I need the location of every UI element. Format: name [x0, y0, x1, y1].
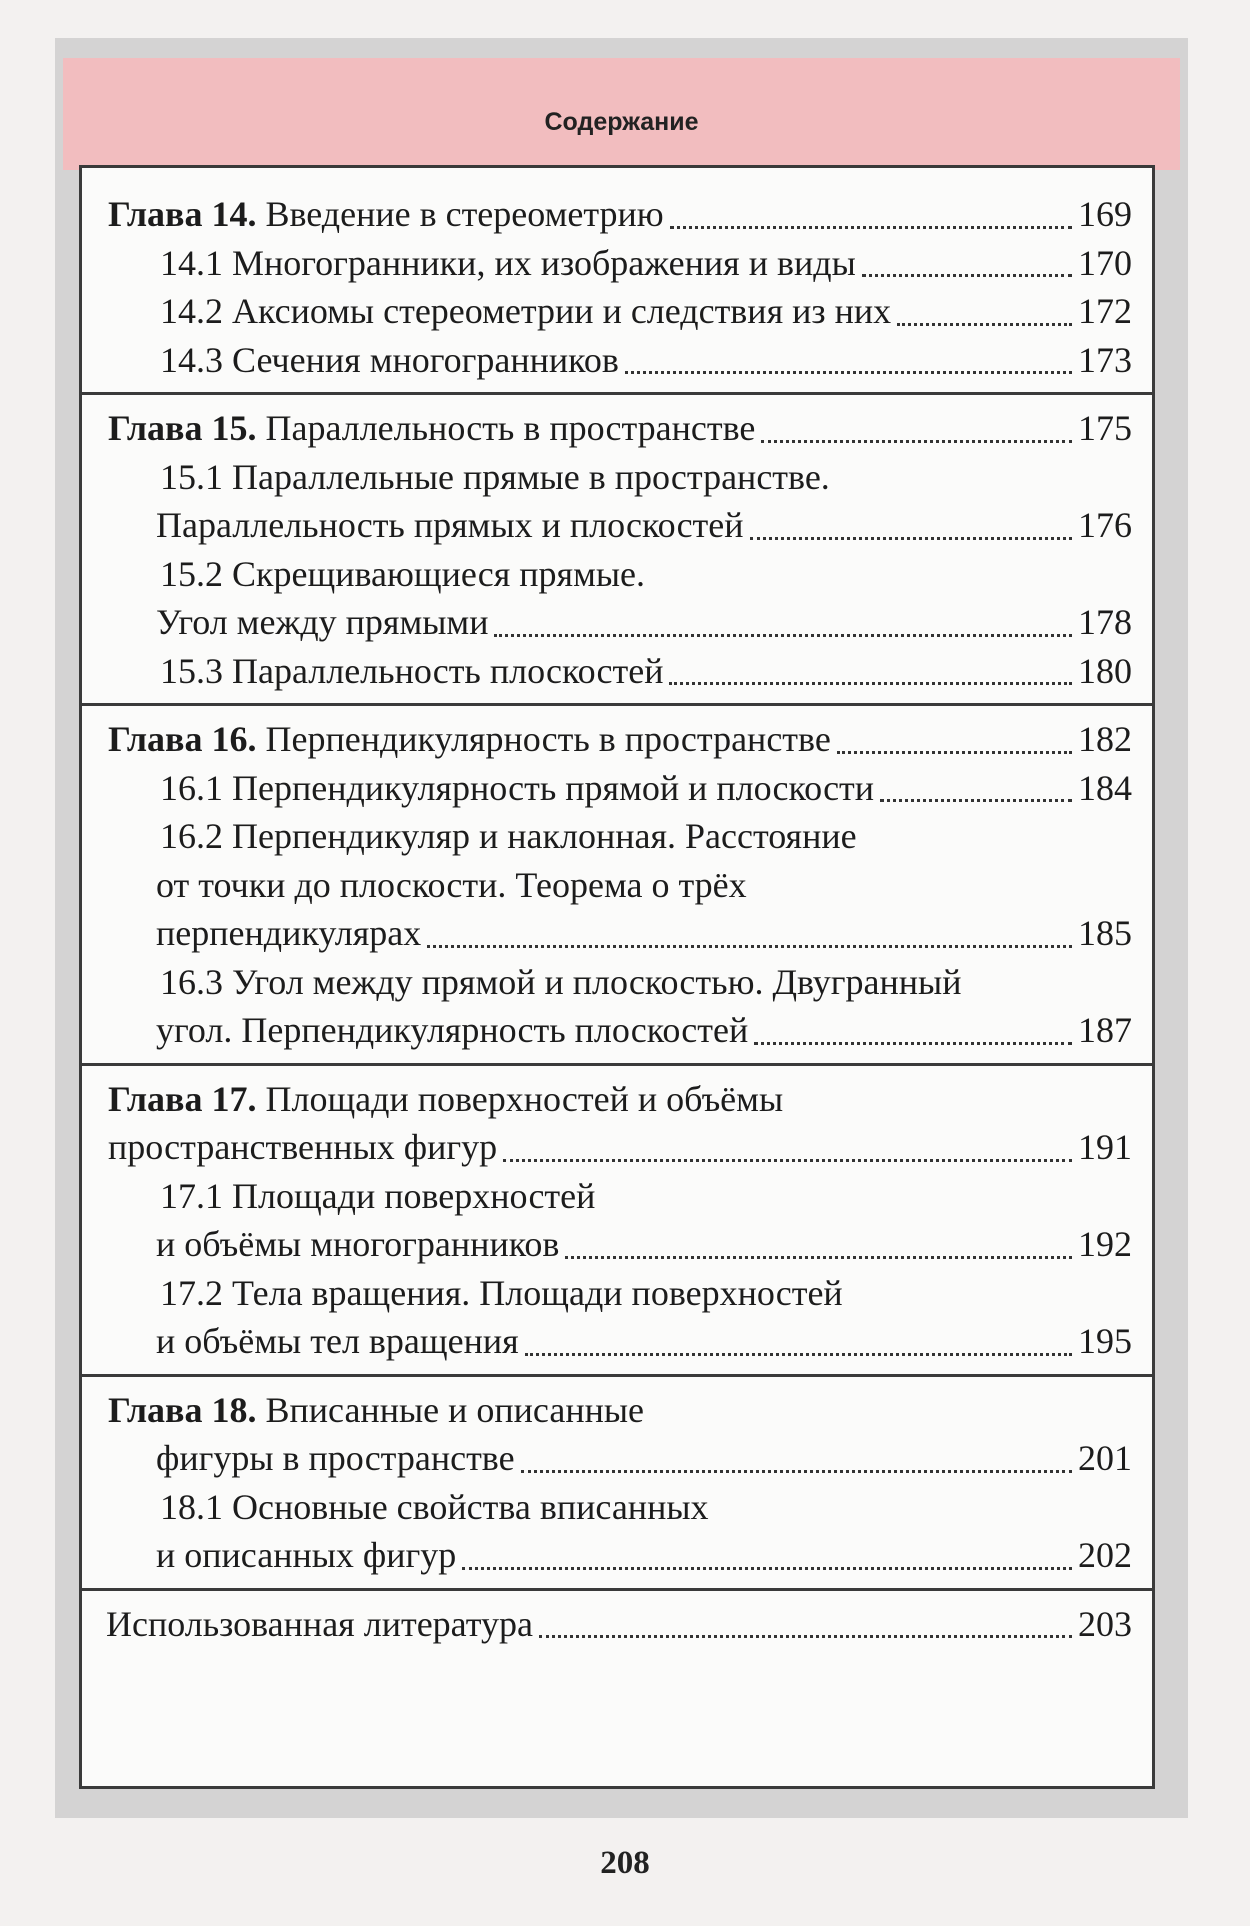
leader-dots	[897, 313, 1072, 326]
section-entry-label	[160, 647, 663, 695]
section-entry-label	[156, 1006, 748, 1054]
section-title: 15.1 Параллельные прямые в пространстве.	[160, 456, 830, 497]
page-number: 208	[600, 1845, 650, 1881]
section-title: 16.1 Перпендикулярность прямой и плоскости	[160, 767, 875, 808]
chapter-heading	[108, 404, 1132, 452]
section-entry	[160, 1269, 1132, 1317]
section-entry-label	[160, 239, 856, 287]
section-entry	[156, 909, 1132, 957]
contents-heading: Содержание	[544, 108, 699, 136]
toc-page-number: 175	[1078, 408, 1132, 448]
toc-page-number: 187	[1078, 1010, 1132, 1050]
section-title: 14.3 Сечения многогранников	[160, 339, 619, 380]
toc-page-number: 192	[1078, 1224, 1132, 1264]
section-title: от точки до плоскости. Теорема о трёх	[156, 864, 747, 905]
section-entry-label	[156, 1220, 559, 1268]
chapter-heading	[156, 1434, 1132, 1482]
section-entry	[160, 812, 1132, 860]
section-entry-label	[156, 861, 747, 909]
leader-dots	[880, 789, 1072, 802]
toc-page-number: 169	[1078, 194, 1132, 234]
section-title: Угол между прямыми	[156, 602, 489, 642]
toc-page-number: 201	[1078, 1438, 1132, 1478]
chapter-divider	[82, 1374, 1152, 1377]
chapter-title: Введение в стереометрию	[265, 194, 664, 234]
chapter-title: Площади поверхностей и объёмы	[265, 1078, 784, 1119]
section-title: и описанных фигур	[156, 1535, 457, 1575]
leader-dots	[494, 624, 1072, 637]
references-entry-label	[106, 1600, 533, 1648]
leader-dots	[670, 216, 1072, 229]
section-entry-label	[160, 812, 857, 860]
leader-dots	[539, 1625, 1072, 1638]
section-entry	[160, 453, 1132, 501]
toc-page-number: 173	[1078, 339, 1132, 380]
section-entry-label	[160, 958, 962, 1006]
section-title: угол. Перпендикулярность плоскостей	[156, 1010, 749, 1050]
toc-page-number: 185	[1078, 913, 1132, 953]
section-entry-label	[156, 1531, 456, 1579]
table-of-contents	[79, 165, 1155, 1789]
section-entry-label	[156, 909, 421, 957]
toc-page-number: 172	[1078, 291, 1132, 331]
chapter-heading-label	[108, 1386, 644, 1434]
chapter-heading	[108, 1075, 1132, 1123]
toc-page-number: 176	[1078, 505, 1132, 545]
section-entry-label	[160, 1483, 709, 1531]
section-entry	[160, 239, 1132, 287]
section-entry-label	[160, 764, 874, 812]
section-entry	[160, 647, 1132, 695]
chapter-title: Параллельность в пространстве	[265, 408, 756, 448]
toc-page-number: 182	[1078, 719, 1132, 759]
section-entry-label	[160, 336, 619, 384]
chapter-heading-label	[108, 715, 831, 763]
section-entry	[156, 598, 1132, 646]
section-entry-label	[160, 1172, 595, 1220]
chapter-number: Глава 15.	[108, 408, 257, 448]
references-title: Использованная литература	[106, 1603, 533, 1644]
leader-dots	[754, 1032, 1072, 1045]
toc-page-number: 195	[1078, 1321, 1132, 1361]
chapter-divider	[82, 1588, 1152, 1591]
leader-dots	[521, 1460, 1072, 1473]
chapter-divider	[82, 392, 1152, 395]
section-entry	[160, 1172, 1132, 1220]
section-entry-label	[160, 453, 830, 501]
section-title: 14.2 Аксиомы стереометрии и следствия из них	[160, 291, 892, 331]
chapter-number: Глава 17.	[108, 1078, 257, 1119]
chapter-heading	[108, 1386, 1132, 1434]
section-entry-label	[156, 598, 488, 646]
chapter-heading-label	[156, 1434, 515, 1482]
section-entry	[156, 1220, 1132, 1268]
section-entry	[160, 958, 1132, 1006]
section-entry	[160, 336, 1132, 384]
section-title: перпендикулярах	[156, 913, 422, 953]
leader-dots	[565, 1246, 1072, 1259]
section-entry	[160, 1483, 1132, 1531]
toc-page-number: 184	[1078, 767, 1132, 808]
chapter-heading	[108, 1123, 1132, 1171]
header-band	[63, 58, 1180, 170]
leader-dots	[503, 1149, 1072, 1162]
toc-page-number: 170	[1078, 242, 1132, 283]
leader-dots	[837, 741, 1072, 754]
section-title: 16.2 Перпендикуляр и наклонная. Расстояние	[160, 816, 857, 856]
toc-entries	[82, 168, 1152, 1786]
section-entry-label	[156, 501, 744, 549]
leader-dots	[669, 672, 1072, 685]
chapter-heading-label	[108, 404, 755, 452]
section-entry	[156, 1006, 1132, 1054]
section-entry-label	[160, 1269, 843, 1317]
section-entry	[160, 287, 1132, 335]
section-title: и объёмы многогранников	[156, 1224, 560, 1264]
section-entry-label	[160, 550, 645, 598]
leader-dots	[462, 1557, 1072, 1570]
section-entry-label	[160, 287, 891, 335]
toc-page-number: 203	[1078, 1603, 1132, 1644]
leader-dots	[427, 935, 1072, 948]
section-entry	[160, 764, 1132, 812]
references-entry	[106, 1600, 1132, 1648]
chapter-title: Перпендикулярность в пространстве	[265, 719, 831, 759]
chapter-title-continued: фигуры в пространстве	[156, 1438, 515, 1478]
chapter-number: Глава 18.	[108, 1389, 257, 1430]
chapter-title: Вписанные и описанные	[265, 1389, 645, 1430]
section-entry	[156, 1317, 1132, 1365]
section-title: 15.3 Параллельность плоскостей	[160, 650, 664, 691]
chapter-number: Глава 16.	[108, 719, 257, 759]
section-entry	[156, 501, 1132, 549]
section-title: 14.1 Многогранники, их изображения и виды	[160, 242, 856, 283]
section-title: и объёмы тел вращения	[156, 1321, 519, 1361]
toc-page-number: 191	[1078, 1127, 1132, 1167]
chapter-heading-label	[108, 190, 664, 238]
section-entry	[156, 861, 1132, 909]
section-title: 15.2 Скрещивающиеся прямые.	[160, 553, 646, 594]
leader-dots	[750, 527, 1072, 540]
toc-page-number: 180	[1078, 650, 1132, 691]
chapter-heading	[108, 715, 1132, 763]
toc-page-number: 202	[1078, 1535, 1132, 1575]
section-entry	[160, 550, 1132, 598]
section-title: 17.1 Площади поверхностей	[160, 1175, 596, 1216]
contents-frame	[55, 38, 1188, 1818]
toc-page-number: 178	[1078, 602, 1132, 642]
chapter-divider	[82, 1063, 1152, 1066]
leader-dots	[761, 430, 1072, 443]
leader-dots	[525, 1343, 1072, 1356]
section-title: Параллельность прямых и плоскостей	[156, 505, 744, 545]
section-title: 16.3 Угол между прямой и плоскостью. Двугранный	[160, 961, 962, 1002]
chapter-divider	[82, 703, 1152, 706]
section-title: 18.1 Основные свойства вписанных	[160, 1486, 709, 1527]
chapter-heading	[108, 190, 1132, 238]
section-entry-label	[156, 1317, 519, 1365]
chapter-number: Глава 14.	[108, 194, 257, 234]
section-title: 17.2 Тела вращения. Площади поверхностей	[160, 1272, 843, 1313]
leader-dots	[862, 264, 1072, 277]
chapter-heading-label	[108, 1123, 497, 1171]
section-entry	[156, 1531, 1132, 1579]
chapter-title-continued: пространственных фигур	[108, 1127, 498, 1167]
leader-dots	[625, 361, 1072, 374]
chapter-heading-label	[108, 1075, 783, 1123]
